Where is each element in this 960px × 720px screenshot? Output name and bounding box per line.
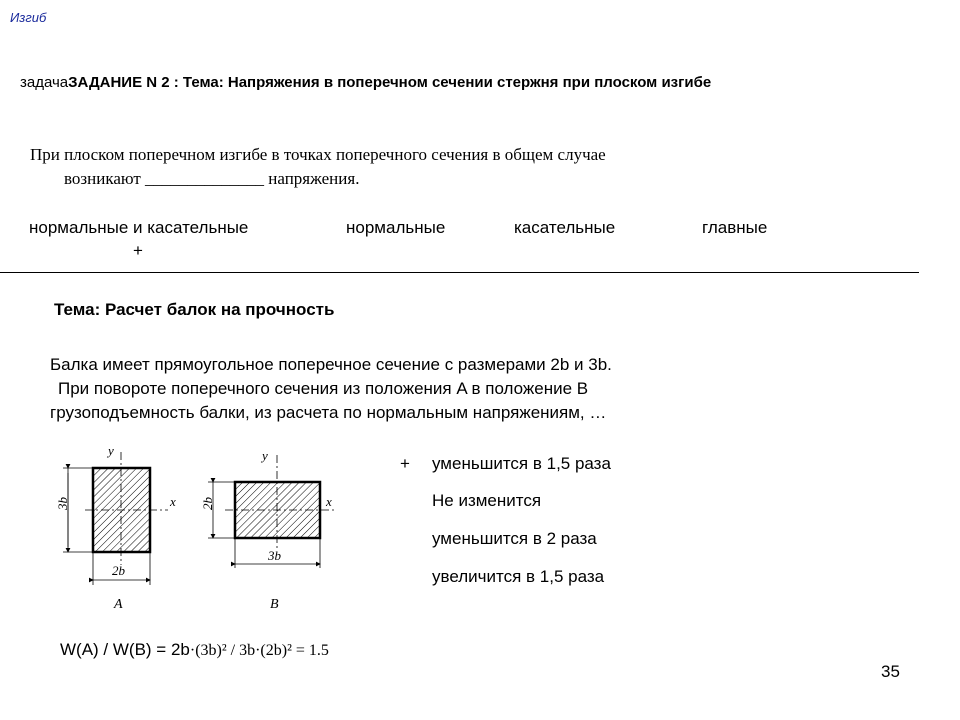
beam-section-figure [30, 440, 360, 620]
section-a-axis-x: x [170, 494, 176, 509]
section-b-label: B [270, 597, 279, 612]
section-a-axis-y: y [108, 443, 114, 458]
answer1-option-1[interactable]: нормальные и касательные [29, 218, 249, 237]
page-number: 35 [881, 662, 900, 681]
section-a-label: A [114, 597, 123, 612]
answer2-option-3[interactable]: уменьшится в 2 раза [432, 529, 597, 548]
answer2-option-2[interactable]: Не изменится [432, 491, 542, 510]
answer2-option-4[interactable]: увеличится в 1,5 раза [432, 567, 605, 586]
question2-line2: При повороте поперечного сечения из положения A в положение B [58, 379, 589, 398]
question1-text [30, 143, 606, 191]
answer2-option-1[interactable]: уменьшится в 1,5 раза [432, 454, 611, 473]
answer1-option-3[interactable]: касательные [514, 218, 616, 237]
correct-mark-2: + [400, 454, 410, 473]
task-prefix: задача [20, 74, 69, 91]
formula-right: ·(3b)² / 3b·(2b)² = 1.5 [189, 642, 329, 659]
section-b-axis-y: y [262, 448, 268, 463]
task-title [20, 74, 711, 91]
section-b [200, 448, 335, 612]
header-label: Изгиб [10, 10, 47, 25]
question2-line1: Балка имеет прямоугольное поперечное сечение с размерами 2b и 3b. [50, 355, 612, 374]
question1-line1: При плоском поперечном изгибе в точках поперечного сечения в общем случае [30, 145, 606, 164]
section-a [55, 443, 176, 612]
correct-mark-1: + [133, 241, 143, 260]
topic2-title: Тема: Расчет балок на прочность [54, 300, 335, 319]
question1-line2: возникают ______________ напряжения. [64, 169, 360, 188]
answer1-option-2[interactable]: нормальные [346, 218, 446, 237]
question2-text [50, 353, 612, 425]
answer1-option-4[interactable]: главные [702, 218, 768, 237]
section-a-dim-horizontal: 2b [112, 563, 125, 578]
formula [60, 640, 329, 660]
formula-left: W(A) / W(B) = 2b [60, 640, 190, 659]
section-divider [0, 272, 919, 273]
section-a-dim-vertical: 3b [55, 497, 70, 510]
question2-line3: грузоподъемность балки, из расчета по нормальным напряжениям, … [50, 403, 607, 422]
section-b-dim-vertical: 2b [200, 497, 215, 510]
task-heading: ЗАДАНИЕ N 2 : Тема: Напряжения в поперечном сечении стержня при плоском изгибе [68, 74, 712, 91]
section-b-dim-horizontal: 3b [268, 548, 281, 563]
section-b-axis-x: x [326, 494, 332, 509]
